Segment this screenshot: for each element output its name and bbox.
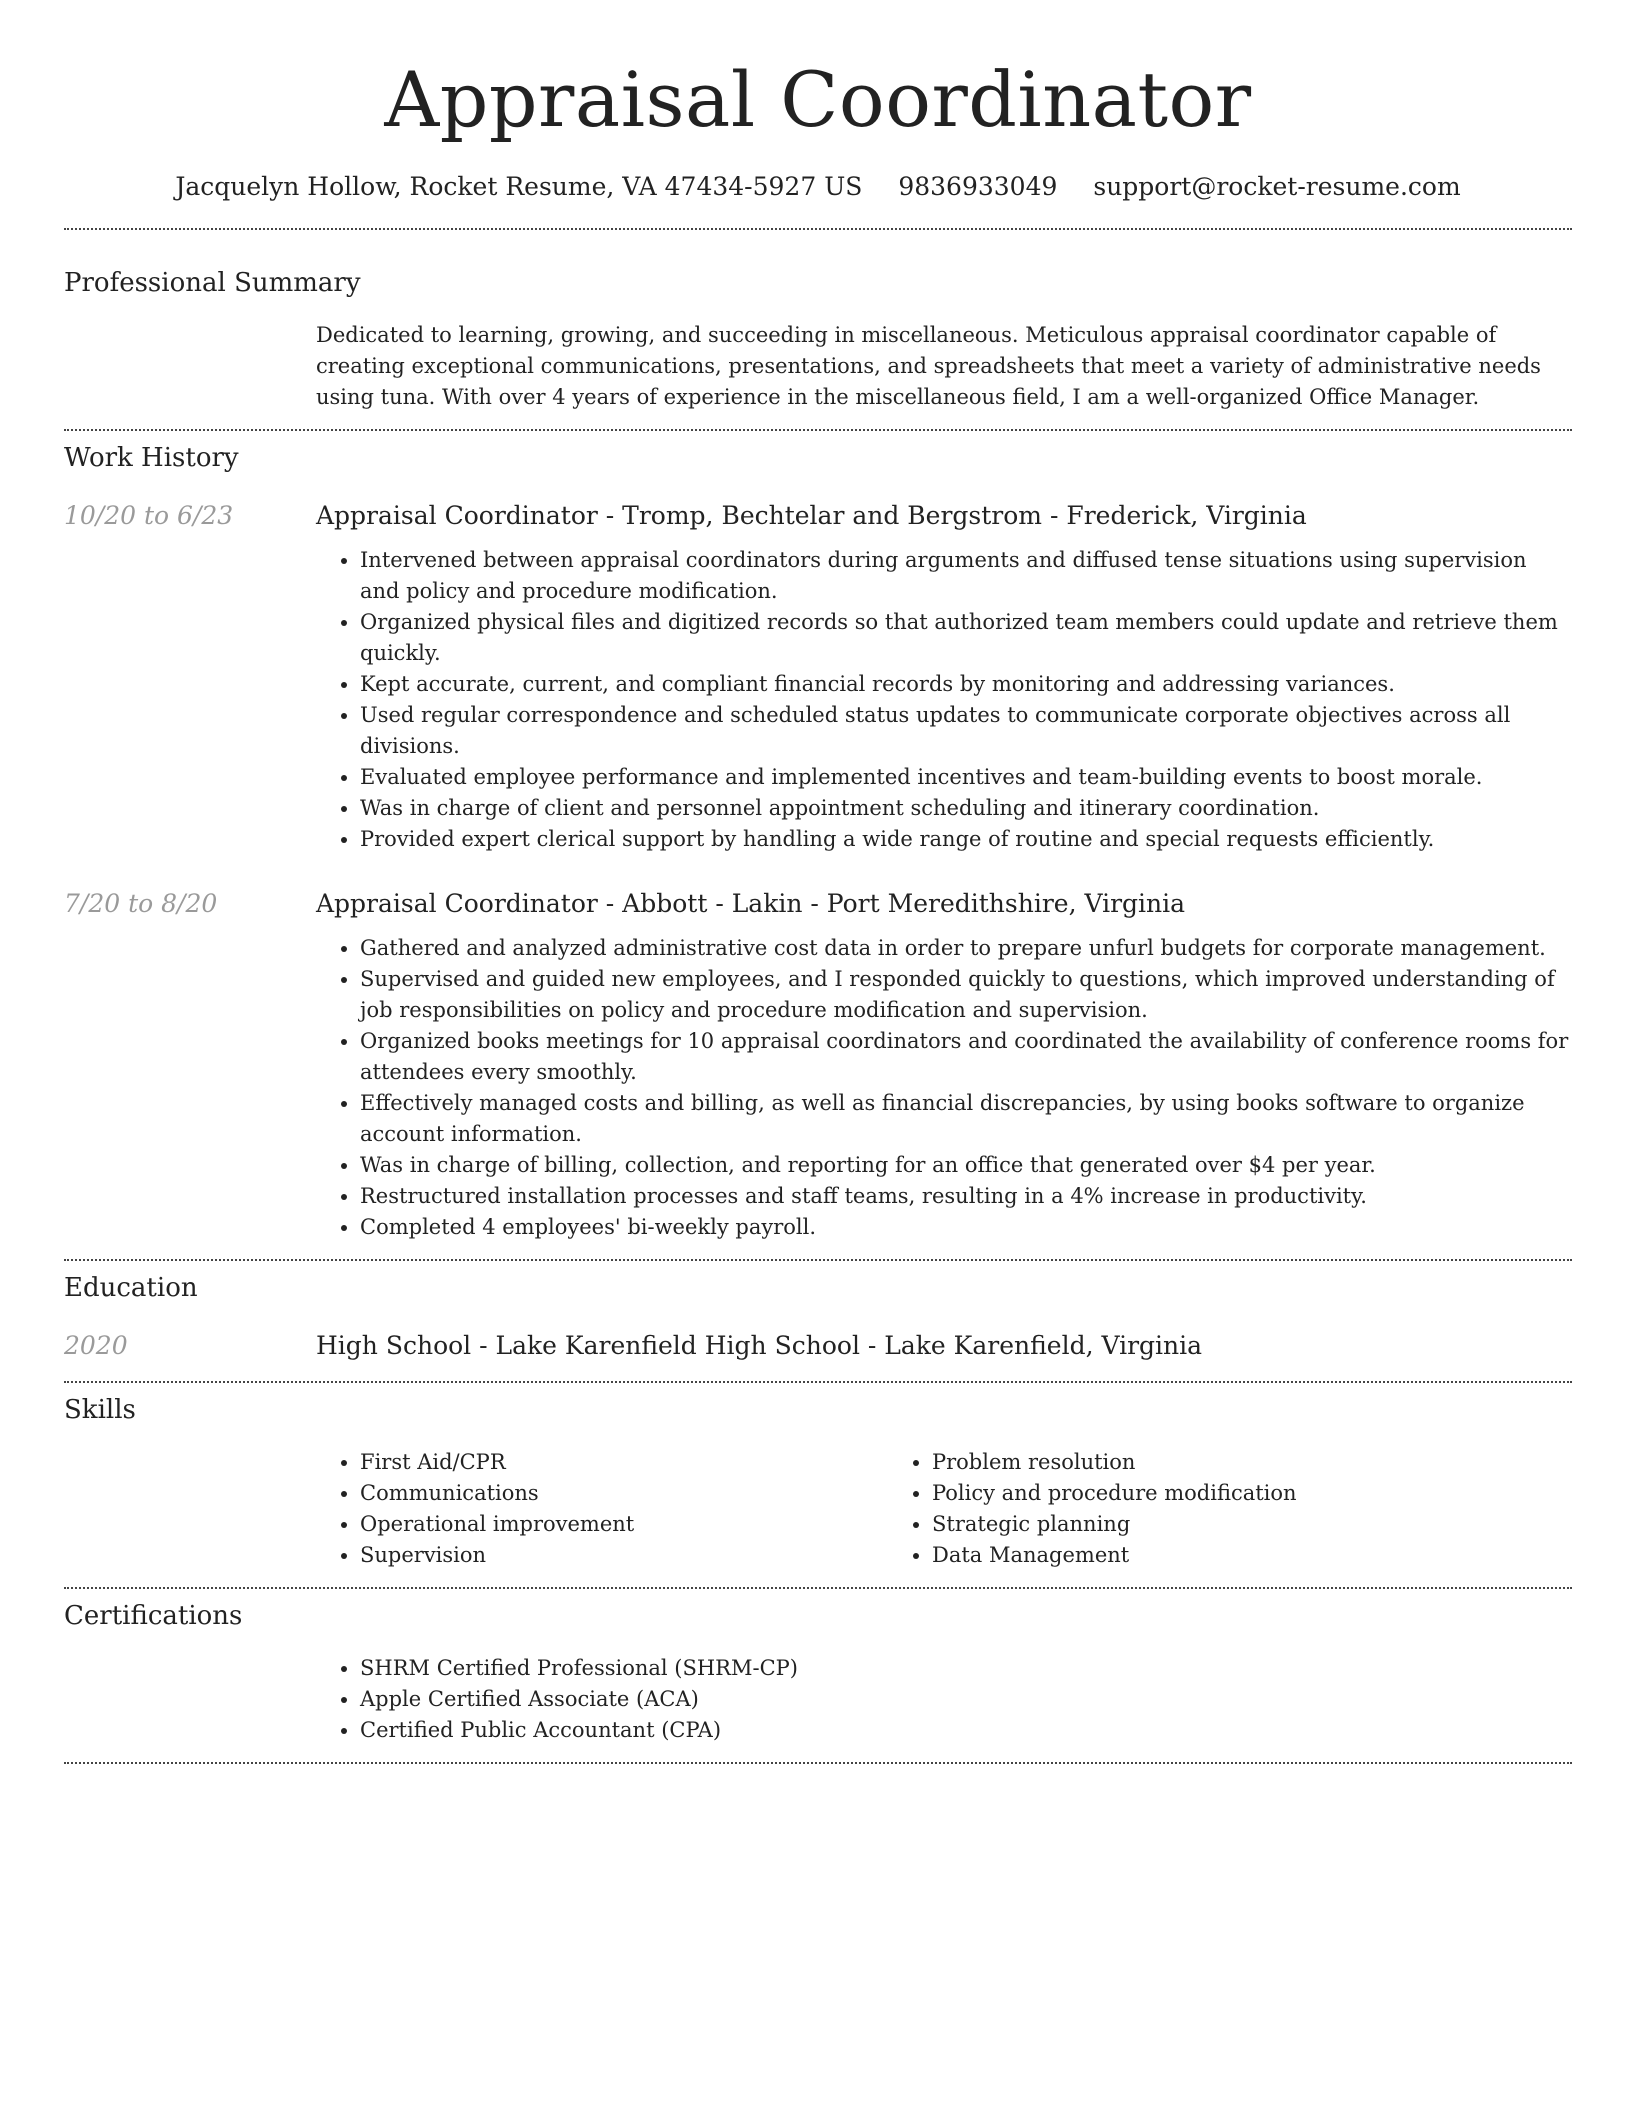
divider [64,1381,1572,1383]
job-bullets [316,545,1572,855]
address-text: Jacquelyn Hollow, Rocket Resume, VA 47434-5927 US [175,172,863,201]
list-item: • Provided expert clerical support by handling a wide range of routine and special requests efficiently. [360,824,1572,855]
list-item: • Was in charge of billing, collection, and reporting for an office that generated over $4 per year. [360,1150,1572,1181]
email-link[interactable]: support@rocket-resume.com [1093,172,1461,201]
phone-text: 9836933049 [898,172,1058,201]
list-item: • Operational improvement [360,1509,888,1540]
skills-heading: Skills [64,1395,136,1425]
education-heading: Education [64,1273,198,1303]
list-item: • Supervised and guided new employees, and I responded quickly to questions, which improved understanding of job responsibilities on policy and procedure modification and supervision. [360,964,1572,1026]
job-dates: 7/20 to 8/20 [64,889,218,918]
list-item: • Kept accurate, current, and compliant financial records by monitoring and addressing variances. [360,669,1572,700]
list-item: • Gathered and analyzed administrative cost data in order to prepare unfurl budgets for corporate management. [360,933,1572,964]
list-item: • Communications [360,1478,888,1509]
certifications-list [316,1653,1572,1746]
job-dates: 10/20 to 6/23 [64,501,234,530]
job-bullets [316,933,1572,1243]
job-entry [64,499,1572,855]
contact-line [64,170,1572,204]
resume-page [64,0,1572,1764]
summary-text: Dedicated to learning, growing, and succeeding in miscellaneous. Meticulous appraisal coordinator capable of creating exceptional communications, presentations, and spreadsheets that meet a variety of administrative needs using tuna. With over 4 years of experience in the miscellaneous field, I am a well-organized Office Manager. [316,323,1541,409]
divider [64,1587,1572,1589]
list-item: • Effectively managed costs and billing, as well as financial discrepancies, by using books software to organize account information. [360,1088,1572,1150]
list-item: • Strategic planning [932,1509,1460,1540]
divider [64,1259,1572,1261]
certifications-section [64,1599,1572,1746]
list-item: • Organized books meetings for 10 appraisal coordinators and coordinated the availability of conference rooms for attendees every smoothly. [360,1026,1572,1088]
list-item: • Certified Public Accountant (CPA) [360,1715,1572,1746]
list-item: • Organized physical files and digitized records so that authorized team members could update and retrieve them quickly. [360,607,1572,669]
education-entry: High School - Lake Karenfield High School - Lake Karenfield, Virginia [316,1331,1203,1360]
divider [64,228,1572,230]
list-item: • Was in charge of client and personnel appointment scheduling and itinerary coordination. [360,793,1572,824]
list-item: • First Aid/CPR [360,1447,888,1478]
skills-list-right [888,1447,1460,1571]
divider [64,429,1572,431]
list-item: • Problem resolution [932,1447,1460,1478]
work-history-heading: Work History [64,443,239,473]
list-item: • Data Management [932,1540,1460,1571]
resume-title: Appraisal Coordinator [384,55,1252,144]
education-year: 2020 [64,1331,128,1360]
skills-section [64,1393,1572,1571]
list-item: • Apple Certified Associate (ACA) [360,1684,1572,1715]
summary-section [64,266,1572,413]
list-item: • Supervision [360,1540,888,1571]
summary-heading: Professional Summary [64,268,361,298]
list-item: • Used regular correspondence and scheduled status updates to communicate corporate objectives across all divisions. [360,700,1572,762]
divider [64,1762,1572,1764]
job-entry [64,887,1572,1243]
list-item: • Intervened between appraisal coordinators during arguments and diffused tense situations using supervision and policy and procedure modification. [360,545,1572,607]
skills-columns [316,1447,1572,1571]
education-section [64,1271,1572,1363]
job-heading: Appraisal Coordinator - Tromp, Bechtelar and Bergstrom - Frederick, Virginia [316,501,1307,530]
certifications-heading: Certifications [64,1601,243,1631]
list-item: • Completed 4 employees' bi-weekly payroll. [360,1212,1572,1243]
skills-list-left [316,1447,888,1571]
list-item: • Restructured installation processes and staff teams, resulting in a 4% increase in productivity. [360,1181,1572,1212]
work-history-section [64,441,1572,1243]
job-heading: Appraisal Coordinator - Abbott - Lakin - Port Meredithshire, Virginia [316,889,1186,918]
list-item: • Evaluated employee performance and implemented incentives and team-building events to boost morale. [360,762,1572,793]
list-item: • Policy and procedure modification [932,1478,1460,1509]
list-item: • SHRM Certified Professional (SHRM-CP) [360,1653,1572,1684]
